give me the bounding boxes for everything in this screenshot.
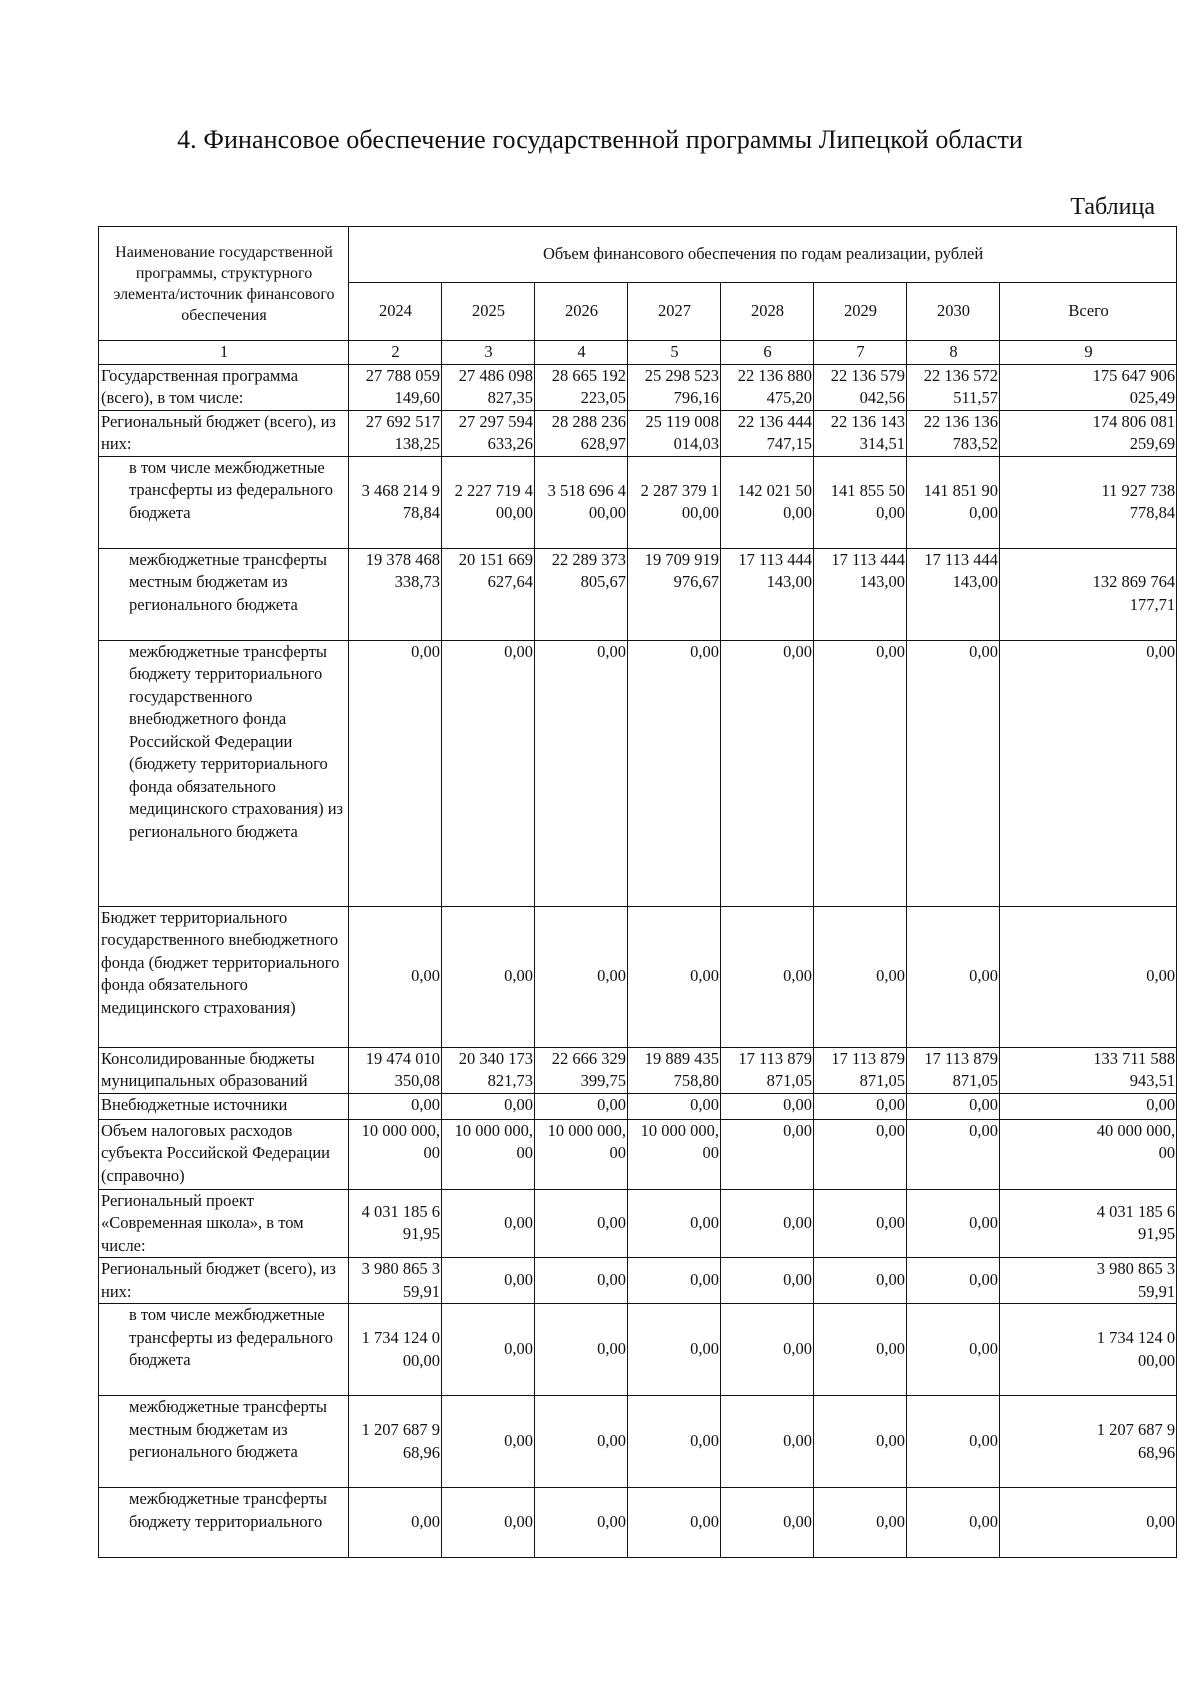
value-cell: 0,00 — [535, 1093, 628, 1119]
value-cell: 22 136 136 783,52 — [907, 410, 1000, 456]
total-cell: 4 031 185 6 91,95 — [1000, 1189, 1177, 1258]
table-row — [99, 1047, 1177, 1093]
value-cell: 0,00 — [349, 640, 442, 906]
value-cell: 0,00 — [442, 1258, 535, 1304]
value-cell: 0,00 — [721, 1304, 814, 1396]
value-cell: 10 000 000, 00 — [349, 1119, 442, 1189]
value-cell: 0,00 — [535, 1304, 628, 1396]
value-cell: 0,00 — [814, 1488, 907, 1558]
value-cell: 0,00 — [535, 1488, 628, 1558]
value-cell: 0,00 — [442, 1189, 535, 1258]
table-row — [99, 1304, 1177, 1396]
table-row — [99, 1396, 1177, 1488]
total-header: Всего — [1000, 283, 1177, 341]
value-cell: 141 851 90 0,00 — [907, 456, 1000, 548]
column-index: 3 — [442, 341, 535, 365]
value-cell: 1 734 124 0 00,00 — [349, 1304, 442, 1396]
table-label: Таблица — [1070, 194, 1155, 220]
value-cell: 0,00 — [442, 1396, 535, 1488]
column-index: 2 — [349, 341, 442, 365]
value-cell: 27 692 517 138,25 — [349, 410, 442, 456]
value-cell: 10 000 000, 00 — [535, 1119, 628, 1189]
value-cell: 0,00 — [814, 906, 907, 1047]
value-cell: 27 788 059 149,60 — [349, 364, 442, 410]
value-cell: 0,00 — [907, 1488, 1000, 1558]
row-label: Консолидированные бюджеты муниципальных образований — [99, 1047, 349, 1093]
value-cell: 4 031 185 6 91,95 — [349, 1189, 442, 1258]
year-header: 2030 — [907, 283, 1000, 341]
value-cell: 0,00 — [907, 640, 1000, 906]
row-label: межбюджетные трансферты местным бюджетам из регионального бюджета — [99, 548, 349, 640]
value-cell: 0,00 — [442, 1488, 535, 1558]
value-cell: 17 113 879 871,05 — [721, 1047, 814, 1093]
value-cell: 142 021 50 0,00 — [721, 456, 814, 548]
value-cell: 0,00 — [628, 1258, 721, 1304]
total-cell: 11 927 738 778,84 — [1000, 456, 1177, 548]
value-cell: 22 136 579 042,56 — [814, 364, 907, 410]
value-cell: 19 474 010 350,08 — [349, 1047, 442, 1093]
value-cell: 0,00 — [628, 1396, 721, 1488]
column-index: 7 — [814, 341, 907, 365]
value-cell: 19 378 468 338,73 — [349, 548, 442, 640]
row-label: межбюджетные трансферты бюджету территориального — [99, 1488, 349, 1558]
table-row — [99, 410, 1177, 456]
value-cell: 0,00 — [535, 1396, 628, 1488]
value-cell: 0,00 — [907, 1093, 1000, 1119]
row-label: в том числе межбюджетные трансферты из федерального бюджета — [99, 456, 349, 548]
value-cell: 0,00 — [907, 1304, 1000, 1396]
table-row — [99, 1258, 1177, 1304]
value-cell: 0,00 — [535, 640, 628, 906]
value-cell: 10 000 000, 00 — [628, 1119, 721, 1189]
table-row — [99, 1093, 1177, 1119]
row-label: Внебюджетные источники — [99, 1093, 349, 1119]
value-cell: 27 297 594 633,26 — [442, 410, 535, 456]
column-index: 5 — [628, 341, 721, 365]
row-label: в том числе межбюджетные трансферты из федерального бюджета — [99, 1304, 349, 1396]
value-cell: 0,00 — [628, 1093, 721, 1119]
value-cell: 3 518 696 4 00,00 — [535, 456, 628, 548]
value-cell: 0,00 — [721, 1189, 814, 1258]
year-header: 2024 — [349, 283, 442, 341]
value-cell: 0,00 — [721, 1258, 814, 1304]
value-cell: 22 136 444 747,15 — [721, 410, 814, 456]
value-cell: 0,00 — [721, 906, 814, 1047]
table-row — [99, 456, 1177, 548]
value-cell: 0,00 — [628, 1304, 721, 1396]
column-index: 1 — [99, 341, 349, 365]
row-label: Региональный бюджет (всего), из них: — [99, 1258, 349, 1304]
value-cell: 17 113 444 143,00 — [721, 548, 814, 640]
value-cell: 0,00 — [814, 1189, 907, 1258]
value-cell: 19 709 919 976,67 — [628, 548, 721, 640]
table-row — [99, 1488, 1177, 1558]
year-header: 2029 — [814, 283, 907, 341]
value-cell: 0,00 — [907, 906, 1000, 1047]
value-cell: 0,00 — [907, 1119, 1000, 1189]
total-cell: 174 806 081 259,69 — [1000, 410, 1177, 456]
value-cell: 17 113 879 871,05 — [907, 1047, 1000, 1093]
total-cell: 1 207 687 9 68,96 — [1000, 1396, 1177, 1488]
value-cell: 0,00 — [535, 1189, 628, 1258]
total-cell: 175 647 906 025,49 — [1000, 364, 1177, 410]
value-cell: 0,00 — [628, 640, 721, 906]
value-cell: 0,00 — [442, 1304, 535, 1396]
row-label: Региональный проект «Современная школа», в том числе: — [99, 1189, 349, 1258]
value-cell: 0,00 — [721, 1093, 814, 1119]
value-cell: 0,00 — [907, 1189, 1000, 1258]
year-header: 2027 — [628, 283, 721, 341]
table-row — [99, 1119, 1177, 1189]
value-cell: 10 000 000, 00 — [442, 1119, 535, 1189]
total-cell: 0,00 — [1000, 906, 1177, 1047]
column-index: 6 — [721, 341, 814, 365]
value-cell: 0,00 — [535, 906, 628, 1047]
value-cell: 141 855 50 0,00 — [814, 456, 907, 548]
value-cell: 0,00 — [721, 1488, 814, 1558]
value-cell: 0,00 — [814, 1093, 907, 1119]
value-cell: 0,00 — [442, 640, 535, 906]
value-cell: 28 288 236 628,97 — [535, 410, 628, 456]
value-cell: 0,00 — [628, 1189, 721, 1258]
table-row — [99, 364, 1177, 410]
column-index-row — [99, 341, 1177, 365]
total-cell: 133 711 588 943,51 — [1000, 1047, 1177, 1093]
year-header: 2028 — [721, 283, 814, 341]
column-index: 9 — [1000, 341, 1177, 365]
table-row — [99, 906, 1177, 1047]
value-cell: 3 980 865 3 59,91 — [349, 1258, 442, 1304]
value-cell: 0,00 — [442, 1093, 535, 1119]
financing-table — [98, 226, 1177, 1558]
total-cell: 40 000 000, 00 — [1000, 1119, 1177, 1189]
column-index: 8 — [907, 341, 1000, 365]
total-cell: 0,00 — [1000, 640, 1177, 906]
value-cell: 0,00 — [628, 906, 721, 1047]
column-index: 4 — [535, 341, 628, 365]
row-label: Объем налоговых расходов субъекта Российской Федерации (справочно) — [99, 1119, 349, 1189]
value-cell: 27 486 098 827,35 — [442, 364, 535, 410]
name-column-header: Наименование государственной программы, структурного элемента/источник финансового обеспечения — [99, 227, 349, 341]
year-header: 2026 — [535, 283, 628, 341]
row-label: Региональный бюджет (всего), из них: — [99, 410, 349, 456]
value-cell: 17 113 444 143,00 — [814, 548, 907, 640]
value-cell: 28 665 192 223,05 — [535, 364, 628, 410]
value-cell: 22 136 143 314,51 — [814, 410, 907, 456]
value-cell: 22 666 329 399,75 — [535, 1047, 628, 1093]
total-cell: 3 980 865 3 59,91 — [1000, 1258, 1177, 1304]
table-row — [99, 640, 1177, 906]
total-cell: 0,00 — [1000, 1093, 1177, 1119]
years-group-header: Объем финансового обеспечения по годам реализации, рублей — [349, 227, 1177, 283]
value-cell: 0,00 — [721, 1119, 814, 1189]
value-cell: 22 289 373 805,67 — [535, 548, 628, 640]
total-cell: 132 869 764 177,71 — [1000, 548, 1177, 640]
value-cell: 0,00 — [814, 640, 907, 906]
value-cell: 0,00 — [349, 906, 442, 1047]
total-cell: 0,00 — [1000, 1488, 1177, 1558]
value-cell: 0,00 — [814, 1396, 907, 1488]
value-cell: 17 113 444 143,00 — [907, 548, 1000, 640]
value-cell: 20 340 173 821,73 — [442, 1047, 535, 1093]
value-cell: 25 119 008 014,03 — [628, 410, 721, 456]
row-label: Бюджет территориального государственного внебюджетного фонда (бюджет территориального фонда обязательного медицинского страхования) — [99, 906, 349, 1047]
value-cell: 0,00 — [907, 1396, 1000, 1488]
value-cell: 0,00 — [721, 1396, 814, 1488]
value-cell: 0,00 — [814, 1258, 907, 1304]
value-cell: 1 207 687 9 68,96 — [349, 1396, 442, 1488]
page-title: 4. Финансовое обеспечение государственной программы Липецкой области — [177, 125, 1023, 154]
value-cell: 22 136 572 511,57 — [907, 364, 1000, 410]
value-cell: 0,00 — [349, 1488, 442, 1558]
row-label: межбюджетные трансферты местным бюджетам из регионального бюджета — [99, 1396, 349, 1488]
value-cell: 0,00 — [535, 1258, 628, 1304]
value-cell: 17 113 879 871,05 — [814, 1047, 907, 1093]
value-cell: 3 468 214 9 78,84 — [349, 456, 442, 548]
total-cell: 1 734 124 0 00,00 — [1000, 1304, 1177, 1396]
value-cell: 0,00 — [349, 1093, 442, 1119]
row-label: Государственная программа (всего), в том числе: — [99, 364, 349, 410]
year-header: 2025 — [442, 283, 535, 341]
value-cell: 0,00 — [814, 1304, 907, 1396]
value-cell: 0,00 — [628, 1488, 721, 1558]
value-cell: 2 287 379 1 00,00 — [628, 456, 721, 548]
value-cell: 0,00 — [814, 1119, 907, 1189]
value-cell: 0,00 — [442, 906, 535, 1047]
value-cell: 20 151 669 627,64 — [442, 548, 535, 640]
value-cell: 2 227 719 4 00,00 — [442, 456, 535, 548]
row-label: межбюджетные трансферты бюджету территориального государственного внебюджетного фонда Российской Федерации (бюджету территориального фонда обязательного медицинского страхования) из регионального бюджета — [99, 640, 349, 906]
value-cell: 19 889 435 758,80 — [628, 1047, 721, 1093]
value-cell: 25 298 523 796,16 — [628, 364, 721, 410]
value-cell: 22 136 880 475,20 — [721, 364, 814, 410]
value-cell: 0,00 — [907, 1258, 1000, 1304]
value-cell: 0,00 — [721, 640, 814, 906]
table-row — [99, 548, 1177, 640]
table-row — [99, 1189, 1177, 1258]
